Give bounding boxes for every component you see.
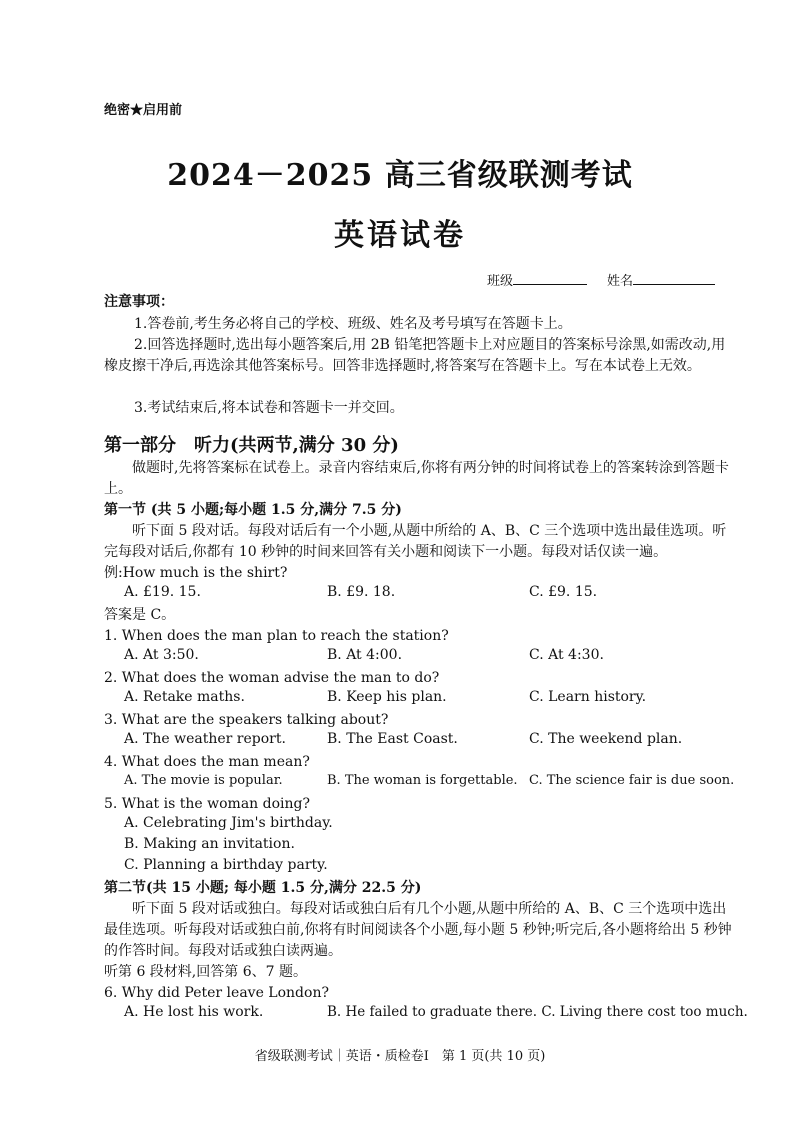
exam-title: 2024－2025 高三省级联测考试 [167, 158, 633, 193]
question-4-option-a: A. The movie is popular. [124, 773, 283, 788]
exam-subtitle: 英语试卷 [334, 218, 466, 253]
question-6-option-a: A. He lost his work. [124, 1004, 264, 1020]
name-field [607, 270, 715, 289]
confidential-label: 绝密★启用前 [104, 103, 183, 118]
section2-instructions: 听下面 5 段对话或独白。每段对话或独白后有几个小题,从题中所给的 A、B、C 三个选项中选出最佳选项。听每段对话或独白前,你将有时间阅读各个小题,每小题 5 秒钟;听完后,各小题将给出 5 秒钟的作答时间。每段对话或独白读两遍。 [104, 901, 732, 959]
question-6: 6. Why did Peter leave London? [104, 985, 329, 1001]
part1-intro: 做题时,先将答案标在试卷上。录音内容结束后,你将有两分钟的时间将试卷上的答案转涂到答题卡上。 [104, 460, 729, 497]
question-4: 4. What does the man mean? [104, 754, 310, 770]
notice-item-3: 3.考试结束后,将本试卷和答题卡一并交回。 [134, 400, 404, 416]
question-2-option-b: B. Keep his plan. [327, 689, 447, 705]
material-note: 听第 6 段材料,回答第 6、7 题。 [104, 964, 307, 980]
class-label: 班级 [487, 274, 514, 289]
question-3: 3. What are the speakers talking about? [104, 712, 389, 728]
notice-item-2: 2.回答选择题时,选出每小题答案后,用 2B 铅笔把答题卡上对应题目的答案标号涂黑,如需改动,用橡皮擦干净后,再选涂其他答案标号。回答非选择题时,将答案写在答题卡上。写在本试卷上无效。 [104, 337, 726, 374]
class-field [487, 270, 587, 289]
question-4-option-c: C. The science fair is due soon. [529, 773, 735, 788]
question-1: 1. When does the man plan to reach the station? [104, 628, 449, 644]
question-2-option-a: A. Retake maths. [124, 689, 245, 705]
name-blank [633, 272, 715, 285]
question-5-option-b: B. Making an invitation. [124, 836, 295, 852]
notice-item-1: 1.答卷前,考生务必将自己的学校、班级、姓名及考号填写在答题卡上。 [134, 316, 572, 332]
example-question: 例:How much is the shirt? [104, 565, 288, 581]
section2-title: 第二节(共 15 小题; 每小题 1.5 分,满分 22.5 分) [104, 880, 422, 896]
question-2-option-c: C. Learn history. [529, 689, 647, 705]
question-3-option-a: A. The weather report. [124, 731, 286, 747]
class-blank [513, 272, 587, 285]
question-3-option-c: C. The weekend plan. [529, 731, 683, 747]
name-label: 姓名 [607, 274, 634, 289]
question-1-option-c: C. At 4:30. [529, 647, 604, 663]
example-option-c: C. £9. 15. [529, 584, 598, 600]
question-4-option-b: B. The woman is forgettable. [327, 773, 518, 788]
question-2: 2. What does the woman advise the man to do? [104, 670, 440, 686]
section1-title: 第一节 (共 5 小题;每小题 1.5 分,满分 7.5 分) [104, 502, 402, 518]
part1-title: 第一部分 听力(共两节,满分 30 分) [104, 435, 399, 456]
question-1-option-a: A. At 3:50. [124, 647, 199, 663]
example-answer: 答案是 C。 [104, 607, 176, 623]
example-option-a: A. £19. 15. [124, 584, 201, 600]
page-footer: 省级联测考试｜英语・质检卷Ⅰ 第 1 页(共 10 页) [254, 1049, 546, 1064]
example-option-b: B. £9. 18. [327, 584, 396, 600]
question-3-option-b: B. The East Coast. [327, 731, 458, 747]
question-5-option-c: C. Planning a birthday party. [124, 857, 328, 873]
question-5-option-a: A. Celebrating Jim's birthday. [124, 815, 333, 831]
question-1-option-b: B. At 4:00. [327, 647, 403, 663]
question-5: 5. What is the woman doing? [104, 796, 310, 812]
question-6-options-bc: B. He failed to graduate there. C. Living there cost too much. [327, 1004, 748, 1020]
section1-instructions: 听下面 5 段对话。每段对话后有一个小题,从题中所给的 A、B、C 三个选项中选出最佳选项。听完每段对话后,你都有 10 秒钟的时间来回答有关小题和阅读下一小题。每段对话仅读一遍。 [104, 523, 727, 560]
notice-heading: 注意事项： [104, 294, 174, 310]
